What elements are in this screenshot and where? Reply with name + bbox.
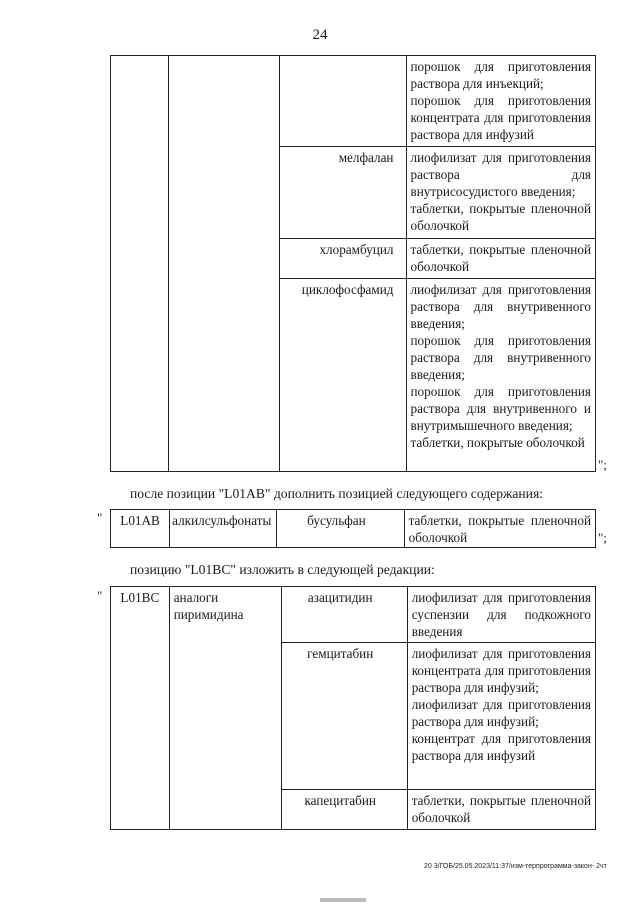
drug-cell: азацитидин — [281, 587, 407, 643]
code-cell: L01BC — [111, 587, 170, 830]
form-line: порошок для приготовления раствора для внутривенного и внутримышечного введения; — [410, 384, 591, 433]
form-cell — [406, 239, 596, 279]
form-line: лиофилизат для приготовления суспензии для подкожного введения — [411, 590, 591, 639]
form-cell — [407, 790, 595, 830]
form-line: порошок для приготовления раствора для внутривенного введения; — [410, 333, 591, 382]
code-cell: L01AB — [111, 510, 170, 548]
form-cell — [407, 587, 595, 643]
open-quote-mark: " — [97, 588, 103, 603]
page-number: 24 — [312, 27, 328, 43]
close-quote-mark: "; — [598, 530, 607, 545]
close-quote-mark: "; — [598, 457, 607, 472]
form-cell — [406, 147, 596, 239]
form-cell — [407, 643, 595, 790]
form-line: таблетки, покрытые пленочной оболочкой — [410, 242, 591, 274]
table-l01ab — [110, 509, 596, 548]
drug-cell: мелфалан — [279, 147, 406, 239]
drug-cell: гемцитабин — [281, 643, 407, 790]
document-footer: 20 3/ГОБ/25.05.2023/11:37/изм-терпрограмма-закон- 2чт — [424, 863, 607, 870]
group-cell: алкилсульфонаты — [170, 510, 277, 548]
form-line: таблетки, покрытые пленочной оболочкой — [410, 201, 591, 233]
scan-mark — [320, 898, 366, 902]
form-line: концентрат для приготовления раствора для инфузий — [411, 731, 591, 763]
drug-cell — [279, 56, 406, 147]
drug-cell: циклофосфамид — [279, 279, 406, 472]
drug-cell: бусульфан — [277, 510, 404, 548]
table-alkylating-continued — [110, 55, 596, 472]
drug-cell: хлорамбуцил — [279, 239, 406, 279]
form-cell: таблетки, покрытые пленочной оболочкой — [404, 510, 595, 548]
form-line: лиофилизат для приготовления раствора для внутривенного введения; — [410, 282, 591, 331]
form-line: лиофилизат для приготовления раствора для внутрисосудистого введения; — [410, 150, 591, 199]
drug-cell: капецитабин — [281, 790, 407, 830]
instruction-paragraph: позицию "L01BC" изложить в следующей редакции: — [130, 562, 435, 577]
form-cell — [406, 56, 596, 147]
table-l01bc — [110, 586, 596, 830]
form-cell — [406, 279, 596, 472]
form-line: лиофилизат для приготовления концентрата для приготовления раствора для инфузий; — [411, 646, 591, 695]
group-cell — [168, 56, 279, 472]
group-cell: аналоги пиримидина — [169, 587, 281, 830]
code-cell — [111, 56, 169, 472]
open-quote-mark: " — [97, 510, 103, 525]
table-row — [111, 56, 596, 147]
form-line: лиофилизат для приготовления раствора для инфузий; — [411, 697, 591, 729]
form-line: таблетки, покрытые пленочной оболочкой — [411, 793, 591, 825]
instruction-paragraph: после позиции "L01AB" дополнить позицией следующего содержания: — [130, 486, 543, 501]
table-row — [111, 587, 596, 643]
form-line: порошок для приготовления концентрата для приготовления раствора для инфузий — [410, 93, 591, 142]
form-line: таблетки, покрытые оболочкой — [410, 435, 585, 450]
table-row — [111, 510, 596, 548]
form-line: порошок для приготовления раствора для инъекций; — [410, 59, 591, 91]
